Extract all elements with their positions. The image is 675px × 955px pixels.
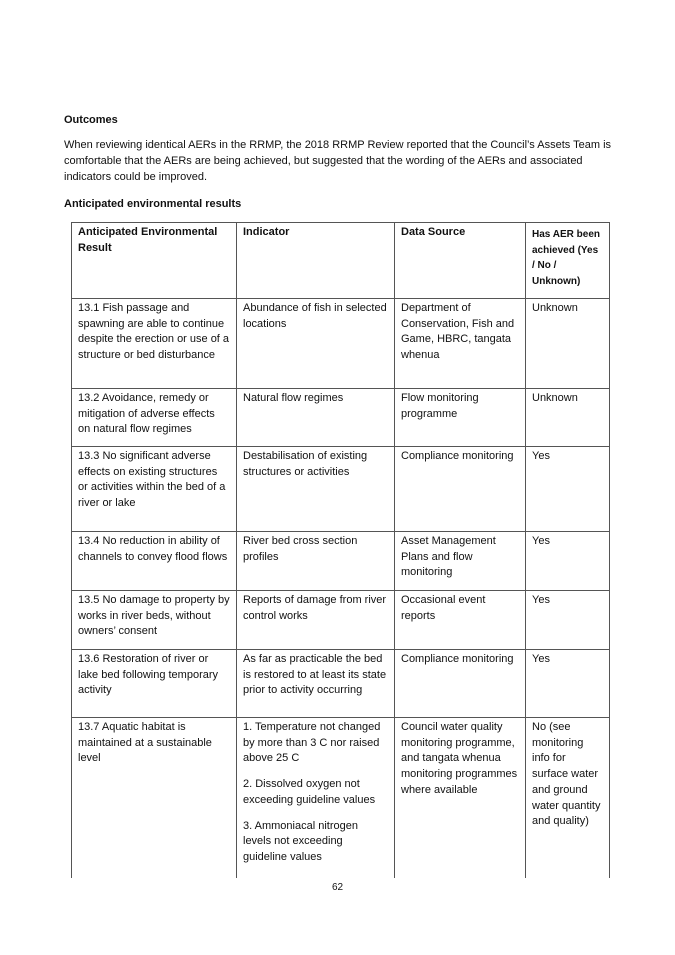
- header-source: Data Source: [395, 223, 526, 299]
- page-number: 62: [331, 882, 344, 893]
- result-cell: 13.6 Restoration of river or lake bed following temporary activity: [72, 650, 237, 718]
- indicator-text: River bed cross section profiles: [243, 535, 358, 563]
- table-row: [72, 389, 610, 447]
- indicator-cell: [237, 299, 395, 389]
- result-cell: 13.2 Avoidance, remedy or mitigation of adverse effects on natural flow regimes: [72, 389, 237, 447]
- source-cell: Occasional event reports: [395, 591, 526, 650]
- table-row: [72, 447, 610, 532]
- achieved-cell: Unknown: [526, 389, 610, 447]
- outcomes-paragraph: When reviewing identical AERs in the RRMP, the 2018 RRMP Review reported that the Council’s Assets Team is comfortable that the AERs are being achieved, but suggested that the wording of the AERs and associated indicators could be improved.: [64, 139, 612, 183]
- source-cell: Compliance monitoring: [395, 650, 526, 718]
- result-cell: 13.7 Aquatic habitat is maintained at a sustainable level: [72, 718, 237, 878]
- header-result: Anticipated Environmental Result: [72, 223, 237, 299]
- result-cell: 13.1 Fish passage and spawning are able to continue despite the erection or use of a structure or bed disturbance: [72, 299, 237, 389]
- achieved-cell: Yes: [526, 532, 610, 591]
- source-cell: Flow monitoring programme: [395, 389, 526, 447]
- table-row: [72, 650, 610, 718]
- indicator-text: Abundance of fish in selected locations: [243, 302, 387, 330]
- achieved-cell: Yes: [526, 447, 610, 532]
- header-indicator: Indicator: [237, 223, 395, 299]
- result-cell: 13.3 No significant adverse effects on existing structures or activities within the bed of a river or lake: [72, 447, 237, 532]
- source-cell: Department of Conservation, Fish and Game, HBRC, tangata whenua: [395, 299, 526, 389]
- result-cell: 13.5 No damage to property by works in river beds, without owners’ consent: [72, 591, 237, 650]
- aer-table: [71, 222, 610, 878]
- indicator-text: Reports of damage from river control works: [243, 594, 387, 622]
- indicator-text: Destabilisation of existing structures or activities: [243, 450, 368, 478]
- indicator-cell: [237, 447, 395, 532]
- table-row: [72, 718, 610, 878]
- source-cell: Asset Management Plans and flow monitoring: [395, 532, 526, 591]
- indicator-text: 3. Ammoniacal nitrogen levels not exceeding guideline values: [243, 819, 358, 863]
- indicator-cell: [237, 389, 395, 447]
- table-header-row: [72, 223, 610, 299]
- indicator-text: 2. Dissolved oxygen not exceeding guideline values: [243, 778, 376, 806]
- table-row: [72, 299, 610, 389]
- source-cell: Compliance monitoring: [395, 447, 526, 532]
- indicator-text: 1. Temperature not changed by more than 3 C nor raised above 25 C: [243, 721, 381, 765]
- aer-heading: Anticipated environmental results: [64, 198, 242, 210]
- result-cell: 13.4 No reduction in ability of channels to convey flood flows: [72, 532, 237, 591]
- outcomes-heading: Outcomes: [64, 114, 118, 126]
- achieved-cell: Unknown: [526, 299, 610, 389]
- indicator-text: Natural flow regimes: [243, 392, 344, 404]
- achieved-cell: No (see monitoring info for surface water and ground water quantity and quality): [526, 718, 610, 878]
- indicator-cell: [237, 591, 395, 650]
- table-row: [72, 591, 610, 650]
- table-row: [72, 532, 610, 591]
- achieved-cell: Yes: [526, 650, 610, 718]
- achieved-cell: Yes: [526, 591, 610, 650]
- indicator-cell: [237, 532, 395, 591]
- indicator-text: As far as practicable the bed is restored to at least its state prior to activity occurring: [243, 653, 387, 697]
- indicator-cell: [237, 650, 395, 718]
- source-cell: Council water quality monitoring programme, and tangata whenua monitoring programmes where available: [395, 718, 526, 878]
- header-achieved: Has AER been achieved (Yes / No / Unknown): [526, 223, 610, 299]
- indicator-cell: [237, 718, 395, 878]
